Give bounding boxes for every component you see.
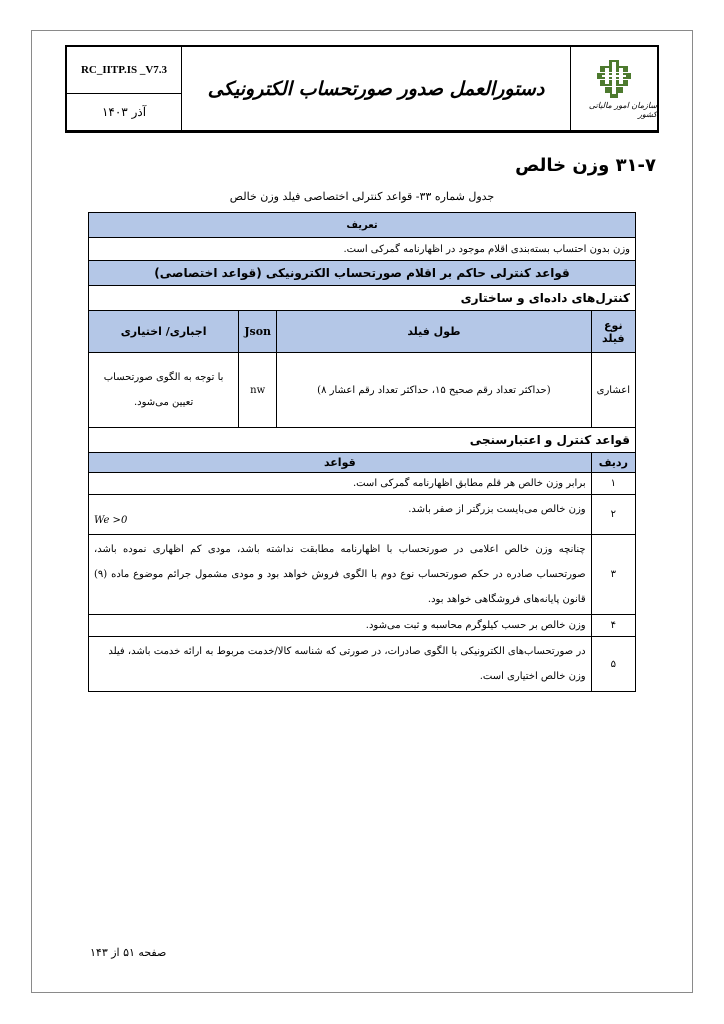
col-json: Json	[239, 311, 277, 353]
field-length-value: (حداکثر تعداد رقم صحیح ۱۵، حداکثر تعداد رقم اعشار ۸)	[277, 353, 591, 428]
table-row	[89, 535, 636, 615]
document-date: آذر ۱۴۰۳	[101, 105, 147, 119]
org-logo	[570, 47, 657, 130]
rule-text: در صورتحساب‌های الکترونیکی با الگوی صادرات، در صورتی که شناسه کالا/خدمت مربوط به ارائه خدمت باشد، فیلد وزن خالص اختیاری است.	[89, 637, 592, 692]
table-row	[89, 637, 636, 692]
document-title: دستورالعمل صدور صورتحساب الکترونیکی	[207, 77, 545, 100]
rule-text: وزن خالص می‌بایست بزرگتر از صفر باشد.	[408, 503, 586, 515]
header-meta	[67, 47, 182, 130]
rule-text: برابر وزن خالص هر قلم مطابق اظهارنامه گمرکی است.	[89, 473, 592, 495]
table-row	[89, 473, 636, 495]
rule-text: وزن خالص بر حسب کیلوگرم محاسبه و ثبت می‌شود.	[89, 615, 592, 637]
validation-title: قواعد کنترل و اعتبارسنجی	[89, 428, 636, 453]
rule-text: چنانچه وزن خالص اعلامی در صورتحساب با اظهارنامه مطابقت نداشته باشد، مودی کم اظهاری نموده باشد، صورتحساب صادره در حکم صورتحساب نوع دوم با الگوی فروش خواهد بود و مودی مشمول جرائم موضوع ماده (۹) قانون پایانه‌های فروشگاهی خواهد بود.	[89, 535, 592, 615]
rule-number: ۱	[591, 473, 635, 495]
rule-number: ۲	[591, 495, 635, 535]
rule-cell	[89, 495, 592, 535]
required-value: با توجه به الگوی صورتحساب تعیین می‌شود.	[89, 353, 239, 428]
col-field-type: نوع فیلد	[591, 311, 635, 353]
rules-title: قواعد کنترلی حاکم بر اقلام صورتحساب الکترونیکی (قواعد اختصاصی)	[89, 261, 636, 286]
col-field-length: طول فیلد	[277, 311, 591, 353]
document-header	[65, 45, 659, 133]
org-name: سازمان امور مالیاتی کشور	[588, 100, 657, 119]
table-row	[89, 615, 636, 637]
rule-number: ۵	[591, 637, 635, 692]
json-value: nw	[239, 353, 277, 428]
field-type-value: اعشاری	[591, 353, 635, 428]
rule-number: ۳	[591, 535, 635, 615]
page-number: صفحه ۵۱ از ۱۴۳	[90, 946, 167, 959]
section-heading: ۳۱-۷ وزن خالص	[515, 155, 656, 176]
data-structure-title: کنترل‌های داده‌ای و ساختاری	[89, 286, 636, 311]
table-row	[89, 495, 636, 535]
col-required: اجباری/ اختیاری	[89, 311, 239, 353]
tax-organization-emblem-icon	[596, 59, 632, 99]
definition-header: تعریف	[89, 213, 636, 238]
rules-table	[88, 212, 636, 692]
table-caption: جدول شماره ۳۳- قواعد کنترلی اختصاصی فیلد وزن خالص	[229, 190, 495, 203]
definition-text: وزن بدون احتساب بسته‌بندی اقلام موجود در اظهارنامه گمرکی است.	[89, 238, 636, 261]
rule-formula: We >0	[94, 514, 128, 526]
col-rules: قواعد	[89, 453, 592, 473]
rule-number: ۴	[591, 615, 635, 637]
document-code: RC_IITP.IS _V7.3	[67, 47, 181, 94]
col-row: ردیف	[591, 453, 635, 473]
